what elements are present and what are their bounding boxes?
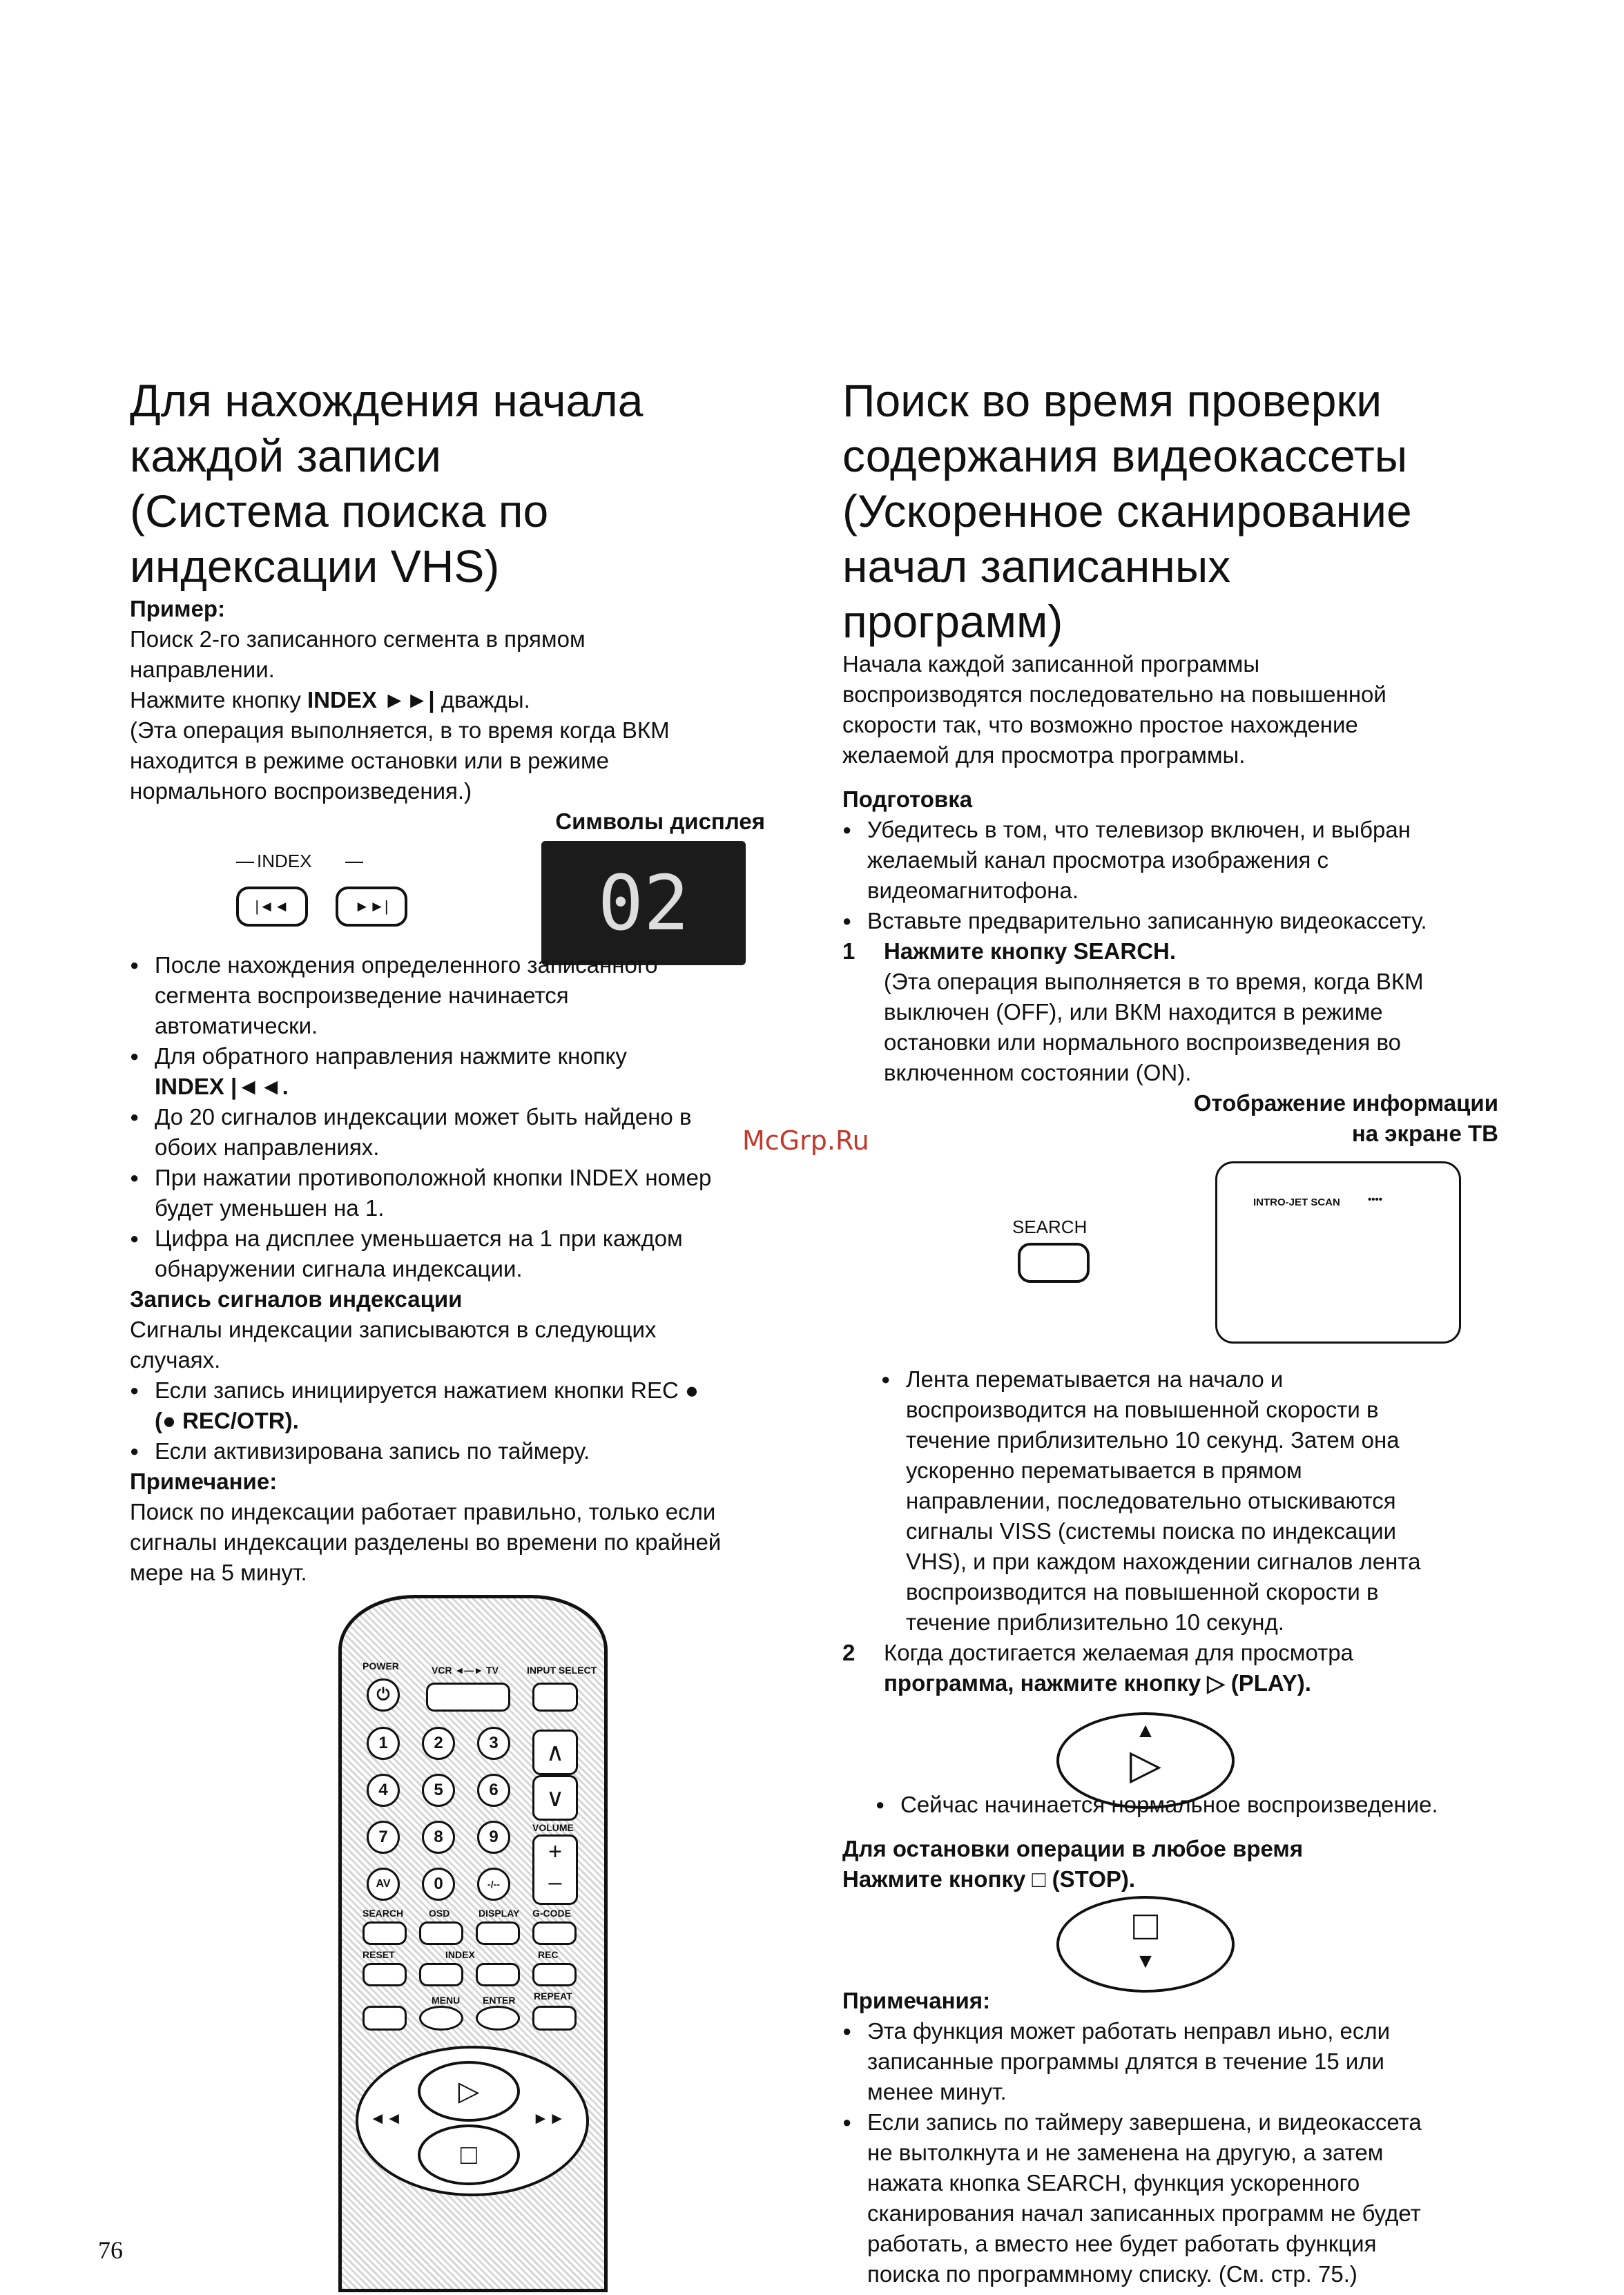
list-item: ● Эта функция может работать неправл иьно, если записанные программы длятся в течение 15 или менее минут. <box>842 2016 1505 2107</box>
list-item: ● До 20 сигналов индексации может быть найдено в обоих направлениях. <box>130 1102 793 1163</box>
watermark: McGrp.Ru <box>742 1125 869 1156</box>
left-title <box>130 373 793 594</box>
key-av[interactable]: AV <box>367 1868 400 1901</box>
right-title-line: содержания видеокассеты <box>842 430 1408 481</box>
example-label: Пример: <box>130 596 226 621</box>
rewind-icon[interactable]: ◄◄ <box>369 2109 403 2128</box>
index-label: INDEX <box>257 851 312 871</box>
power-label: POWER <box>362 1660 399 1672</box>
repeat-button[interactable] <box>532 2006 577 2031</box>
list-item: ● При нажатии противоположной кнопки INDEX номер будет уменьшен на 1. <box>130 1163 793 1223</box>
note-line: (Эта операция выполняется, в то время когда ВКМ <box>130 717 670 743</box>
chevron-up-icon: ∧ <box>545 1738 565 1766</box>
note-text: сигналы индексации разделены во времени по крайней <box>130 1529 722 1555</box>
right-title-line: (Ускоренное сканирование <box>842 485 1412 536</box>
after-play <box>876 1790 1511 1820</box>
display-button[interactable] <box>476 1921 520 1945</box>
repeat-label: REPEAT <box>534 1991 572 2002</box>
key-7[interactable]: 7 <box>367 1821 400 1854</box>
channel-up-button[interactable] <box>532 1730 578 1775</box>
list-item: ● Если запись по таймеру завершена, и видеокассета не вытолкнута и не заменена на другую, а затем нажата кнопка SEARCH, функция ускоренного сканирования начал записанных программ не будет работать, а вместо нее будет работать функция поиска по программному списку. (См. стр. 75.) <box>842 2107 1505 2289</box>
index-bracket-right <box>345 862 363 863</box>
g-code-label: G-CODE <box>532 1908 571 1919</box>
stop-icon: □ <box>460 2140 478 2170</box>
key-8[interactable]: 8 <box>422 1821 455 1854</box>
channel-down-button[interactable] <box>532 1775 578 1821</box>
stop-block <box>842 1834 1505 1895</box>
stop-button-remote[interactable] <box>418 2124 520 2185</box>
power-icon: ⏻ <box>376 1685 390 1704</box>
key-dash[interactable]: -/-- <box>477 1868 510 1901</box>
down-arrow-icon: ▼ <box>1135 1950 1156 1973</box>
list-item: ● После нахождения определенного записанного сегмента воспроизведение начинается автоматически. <box>130 950 793 1041</box>
up-arrow-icon: ▲ <box>1135 1719 1156 1742</box>
search-btn-label: SEARCH <box>1012 1217 1088 1237</box>
volume-button[interactable]: + – <box>532 1834 578 1905</box>
step-2-block <box>842 1638 1505 1698</box>
reset-label: RESET <box>362 1949 395 1960</box>
enter-button[interactable] <box>476 2006 520 2031</box>
key-2[interactable]: 2 <box>422 1727 455 1760</box>
rec-line: случаях. <box>130 1347 221 1373</box>
tv-label: Отображение информации на экране ТВ <box>1193 1090 1498 1146</box>
stop-label: Для остановки операции в любое время <box>842 1836 1304 1861</box>
right-column <box>842 373 1505 1149</box>
play-icon: ▷ <box>1129 1741 1162 1788</box>
rec-button[interactable] <box>532 1963 577 1986</box>
key-5[interactable]: 5 <box>422 1774 455 1807</box>
search-label: SEARCH <box>362 1908 404 1919</box>
right-title-line: Поиск во время проверки <box>842 375 1382 426</box>
intro-line: воспроизводятся последовательно на повышенной <box>842 681 1386 707</box>
remote-control <box>338 1595 608 2292</box>
intro-line: Начала каждой записанной программы <box>842 651 1260 677</box>
tv-screen <box>1215 1161 1461 1344</box>
right-lower <box>881 1364 1502 1638</box>
enter-label: ENTER <box>483 1995 516 2006</box>
step-1: 1 Нажмите кнопку SEARCH. (Эта операция выполняется в то время, когда ВКМ выключен (OFF), или ВКМ находится в режиме остановки или нормального воспроизведения во включенном состоянии (ON). <box>842 938 1424 1085</box>
skip-back-icon: |◄◄ <box>255 898 289 915</box>
index-next-button[interactable] <box>336 887 407 927</box>
input-select-button[interactable] <box>532 1683 578 1712</box>
left-title-line: индексации VHS) <box>130 541 500 592</box>
volume-label: VOLUME <box>532 1822 574 1833</box>
lcd-display: 02 <box>541 841 746 965</box>
osd-button[interactable] <box>419 1921 463 1945</box>
example-line: Поиск 2-го записанного сегмента в прямом <box>130 626 586 652</box>
left-title-line: Для нахождения начала <box>130 375 644 426</box>
list-item: ● Цифра на дисплее уменьшается на 1 при каждом обнаружении сигнала индексации. <box>130 1223 793 1284</box>
menu-label: MENU <box>432 1995 461 2006</box>
list-item: ● Лента перематывается на начало и воспроизводится на повышенной скорости в течение приблизительно 10 секунд. Затем она ускоренно перематывается в прямом направлении, последовательно отыскиваются сигналы VISS (системы поиска по индексации VHS), и при каждом нахождении сигналов лента воспроизводится на повышенной скорости в течение приблизительно 10 секунд. <box>881 1364 1502 1638</box>
display-label: DISPLAY <box>478 1908 520 1919</box>
list-item: ● Если запись инициируется нажатием кнопки REC ● (● REC/OTR). <box>130 1375 793 1436</box>
g-code-button[interactable] <box>532 1921 577 1945</box>
rec-label-remote: REC <box>538 1949 559 1960</box>
key-1[interactable]: 1 <box>367 1727 400 1760</box>
notes-block <box>842 1986 1505 2289</box>
remote-index-label: INDEX <box>445 1949 475 1960</box>
chevron-down-icon: ∨ <box>545 1783 565 1812</box>
note-label: Примечание: <box>130 1469 278 1494</box>
index-bracket-left <box>236 862 254 863</box>
rec-label: Запись сигналов индексации <box>130 1286 463 1312</box>
prep-label: Подготовка <box>842 786 973 812</box>
key-9[interactable]: 9 <box>477 1821 510 1854</box>
note-line: нормального воспроизведения.) <box>130 778 472 804</box>
intro-line: скорости так, что возможно простое нахождение <box>842 712 1358 737</box>
power-button[interactable] <box>367 1678 400 1712</box>
list-item: ● Сейчас начинается нормальное воспроизведение. <box>876 1790 1511 1820</box>
note-text: Поиск по индексации работает правильно, только если <box>130 1499 716 1524</box>
press-index-line: Нажмите кнопку INDEX ►►| дважды. <box>130 687 530 713</box>
left-title-line: (Система поиска по <box>130 485 549 536</box>
play-button-remote[interactable] <box>418 2061 520 2122</box>
rec-line: Сигналы индексации записываются в следующих <box>130 1317 657 1342</box>
key-3[interactable]: 3 <box>477 1727 510 1760</box>
intro-line: желаемой для просмотра программы. <box>842 742 1246 768</box>
key-0[interactable]: 0 <box>422 1868 455 1901</box>
page-number: 76 <box>98 2236 123 2264</box>
left-title-line: каждой записи <box>130 430 442 481</box>
left-bullets <box>130 950 793 1588</box>
tv-screen-dots: •••• <box>1368 1194 1383 1205</box>
vcr-tv-switch[interactable] <box>426 1683 510 1712</box>
example-line: направлении. <box>130 657 275 682</box>
note-line: находится в режиме остановки или в режиме <box>130 748 610 773</box>
right-title <box>842 373 1505 649</box>
step-2: 2 Когда достигается желаемая для просмотра программа, нажмите кнопку ▷ (PLAY). <box>842 1640 1353 1696</box>
reset-button[interactable] <box>362 1963 407 1986</box>
menu-button[interactable] <box>419 2006 463 2031</box>
list-item: ● Вставьте предварительно записанную видеокассету. <box>842 906 1505 936</box>
tv-screen-text: INTRO-JET SCAN <box>1253 1197 1340 1208</box>
vcr-tv-label: VCR ◄—► TV <box>432 1665 499 1676</box>
search-button-remote[interactable] <box>362 1921 407 1945</box>
remote-index-next-button[interactable] <box>476 1963 520 1986</box>
list-item: ● Если активизирована запись по таймеру. <box>130 1436 793 1466</box>
stop-button[interactable] <box>1056 1896 1235 1993</box>
play-icon: ▷ <box>458 2076 480 2107</box>
skip-forward-icon: ►►| <box>354 898 389 915</box>
notes-label: Примечания: <box>842 1988 991 2013</box>
display-symbols-label: Символы дисплея <box>555 808 765 834</box>
stop-line: Нажмите кнопку □ (STOP). <box>842 1866 1136 1892</box>
left-column <box>130 373 793 837</box>
note-text: мере на 5 минут. <box>130 1560 307 1585</box>
remote-index-prev-button[interactable] <box>419 1963 463 1986</box>
right-title-line: программ) <box>842 596 1063 647</box>
list-item: ● Убедитесь в том, что телевизор включен, и выбран желаемый канал просмотра изображения с видеомагнитофона. <box>842 815 1505 906</box>
key-6[interactable]: 6 <box>477 1774 510 1807</box>
fast-forward-icon[interactable]: ►► <box>532 2109 566 2128</box>
slow-button[interactable] <box>362 2006 407 2031</box>
stop-icon: □ <box>1132 1902 1159 1948</box>
osd-label: OSD <box>429 1908 450 1919</box>
key-4[interactable]: 4 <box>367 1774 400 1807</box>
right-title-line: начал записанных <box>842 541 1231 592</box>
list-item: ● Для обратного направления нажмите кнопку INDEX |◄◄. <box>130 1041 793 1102</box>
input-select-label: INPUT SELECT <box>527 1665 597 1676</box>
index-prev-button[interactable] <box>236 887 308 927</box>
search-button[interactable] <box>1018 1243 1090 1283</box>
